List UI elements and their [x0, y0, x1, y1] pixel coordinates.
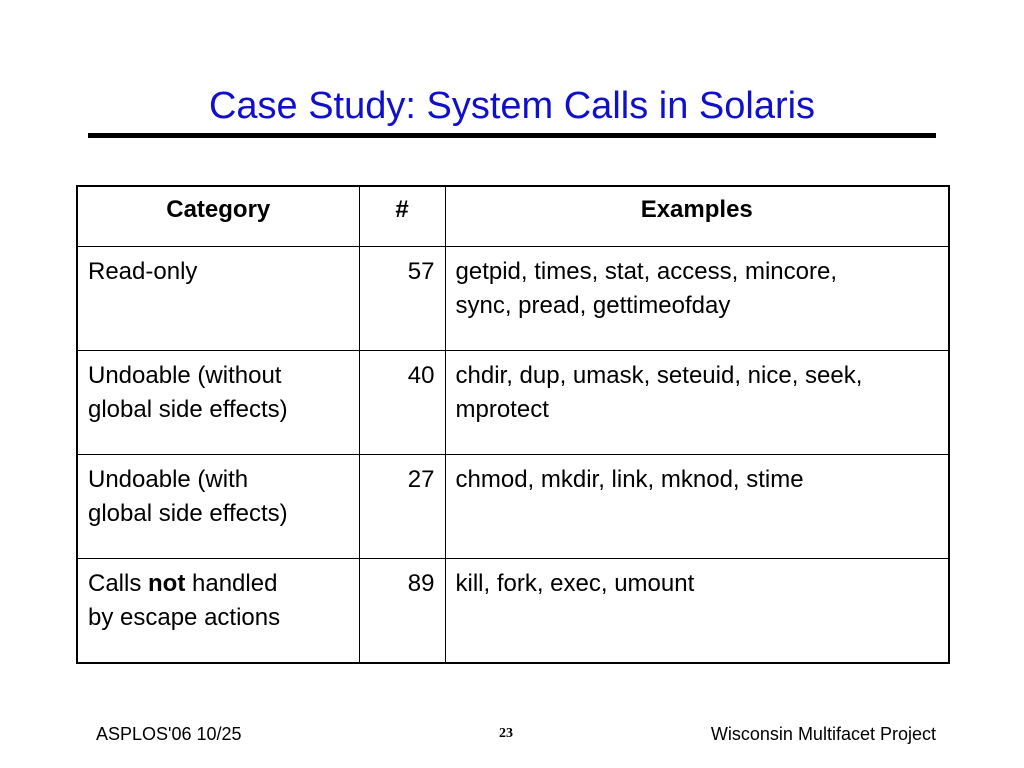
slide-title: Case Study: System Calls in Solaris [208, 85, 816, 127]
category-cell [77, 247, 359, 351]
footer-conference: ASPLOS'06 10/25 [96, 724, 242, 744]
system-calls-table [76, 185, 950, 664]
examples-line-1: chmod, mkdir, link, mknod, stime [455, 466, 804, 493]
count-cell: 89 [359, 559, 445, 664]
table-row [77, 247, 949, 351]
examples-line-1: kill, fork, exec, umount [455, 570, 695, 597]
table-row [77, 455, 949, 559]
examples-cell [445, 351, 949, 455]
examples-line-1: chdir, dup, umask, seteuid, nice, seek, [455, 362, 863, 389]
examples-line-2: sync, pread, gettimeofday [455, 292, 731, 319]
table-row [77, 351, 949, 455]
count-cell: 40 [359, 351, 445, 455]
table-row [77, 559, 949, 664]
title-underline [88, 133, 936, 138]
examples-cell [445, 247, 949, 351]
footer-page-number: 23 [499, 726, 513, 741]
count-cell: 57 [359, 247, 445, 351]
category-text: Read-only [88, 258, 198, 285]
category-cell [77, 455, 359, 559]
footer-project: Wisconsin Multifacet Project [710, 724, 936, 744]
header-category: Category [77, 186, 359, 247]
examples-cell [445, 559, 949, 664]
category-line-2: global side effects) [88, 500, 288, 527]
header-examples: Examples [445, 186, 949, 247]
count-cell: 27 [359, 455, 445, 559]
category-prefix: Calls [88, 570, 142, 597]
category-line-2: by escape actions [88, 604, 281, 631]
table-header-row [77, 186, 949, 247]
examples-line-1: getpid, times, stat, access, mincore, [455, 258, 837, 285]
category-cell [77, 351, 359, 455]
header-count: # [359, 186, 445, 247]
category-emphasis: not [148, 570, 186, 597]
examples-line-2: mprotect [455, 396, 549, 423]
category-cell [77, 559, 359, 664]
examples-cell [445, 455, 949, 559]
category-line-1: Undoable (without [88, 362, 282, 389]
category-suffix: handled [192, 570, 278, 597]
category-line-1: Undoable (with [88, 466, 249, 493]
category-line-2: global side effects) [88, 396, 288, 423]
